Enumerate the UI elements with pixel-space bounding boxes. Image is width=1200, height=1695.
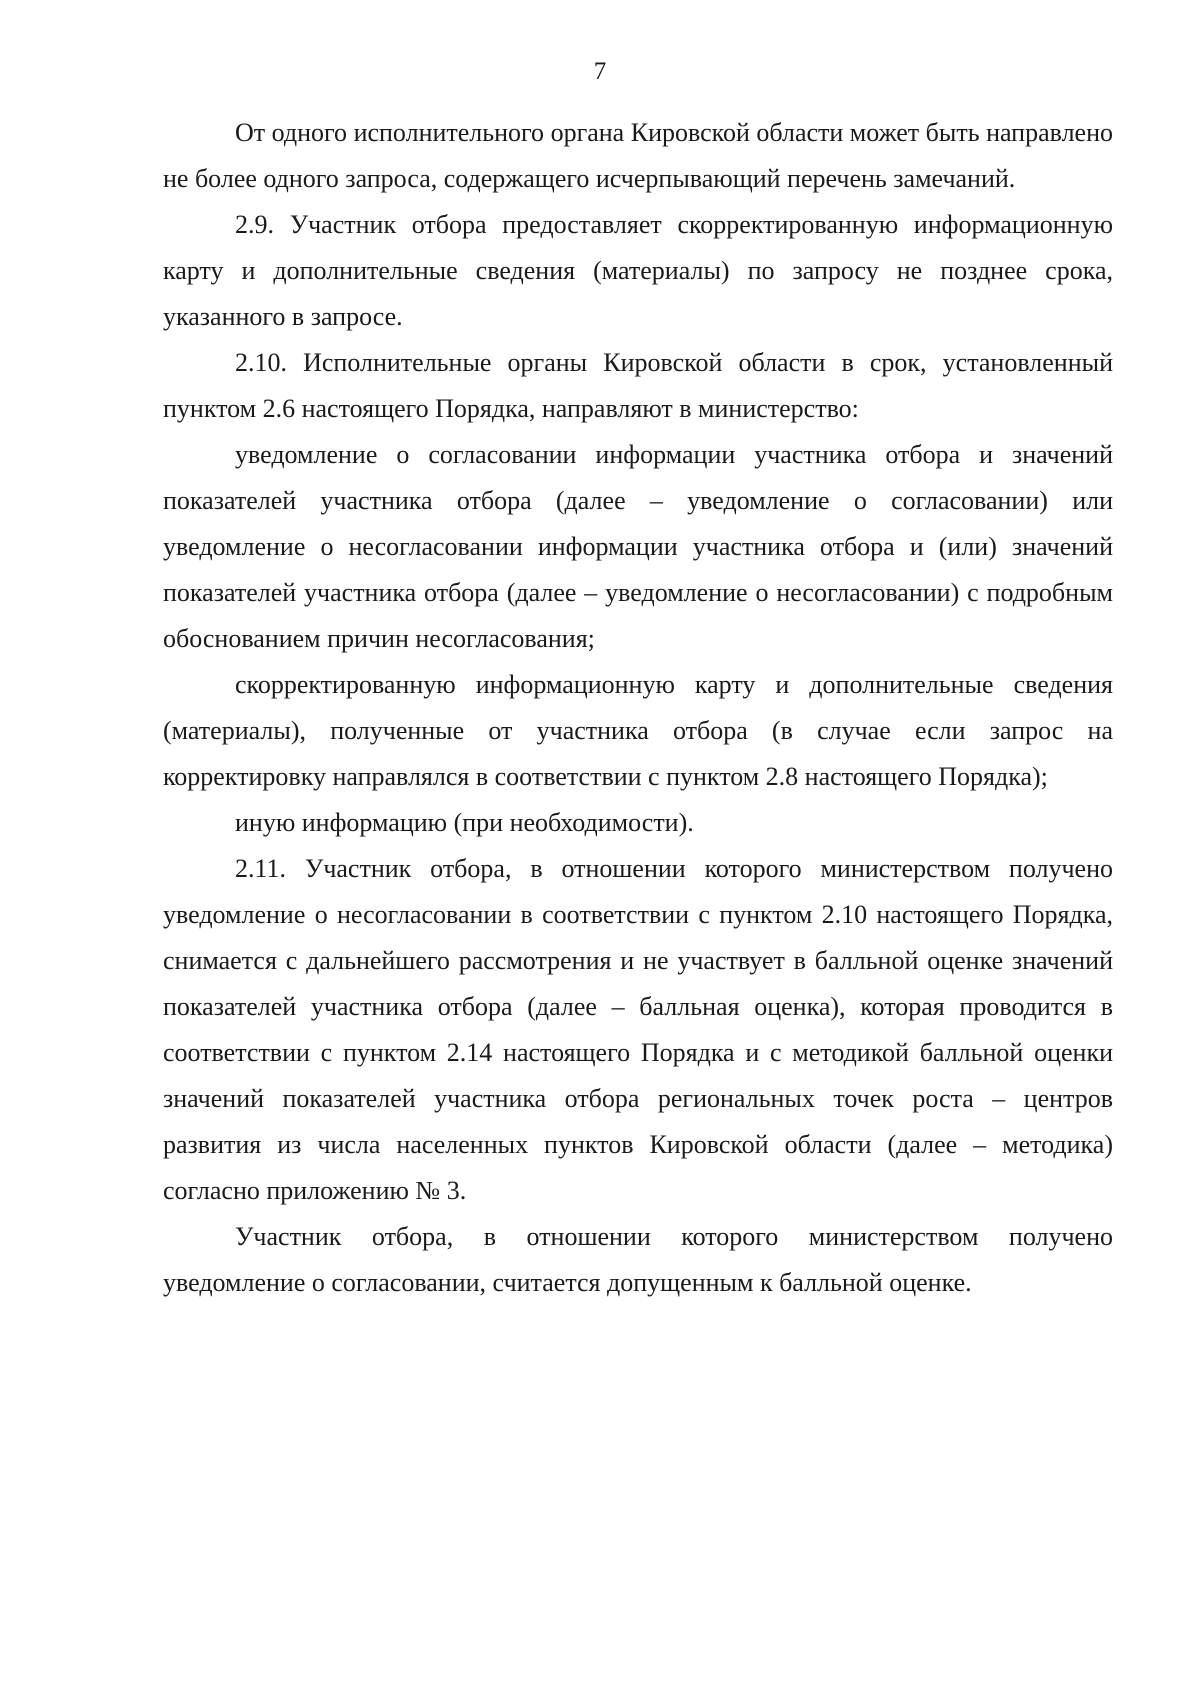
paragraph-corrected-card: скорректированную информационную карту и дополнительные сведения (материалы), полученные от участника отбора (в случае если запрос на корректировку направлялся в соответствии с пунктом 2.8 настоящего Порядка); — [163, 670, 1113, 791]
paragraph-admitted: Участник отбора, в отношении которого министерством получено уведомление о согласовании, считается допущенным к балльной оценке. — [163, 1222, 1113, 1297]
paragraph-notification: уведомление о согласовании информации участника отбора и значений показателей участника отбора (далее – уведомление о согласовании) или уведомление о несогласовании информации участника отбора и (или) значений показателей участника отбора (далее – уведомление о несогласовании) с подробным обоснованием причин несогласования; — [163, 440, 1113, 653]
paragraph-other-info: иную информацию (при необходимости). — [235, 808, 694, 837]
paragraph-clause-2-9: 2.9. Участник отбора предоставляет скорректированную информационную карту и дополнительные сведения (материалы) по запросу не позднее срока, указанного в запросе. — [163, 210, 1113, 331]
paragraph-clause-2-10: 2.10. Исполнительные органы Кировской области в срок, установленный пунктом 2.6 настоящего Порядка, направляют в министерство: — [163, 348, 1113, 423]
paragraph-clause-2-11: 2.11. Участник отбора, в отношении которого министерством получено уведомление о несогласовании в соответствии с пунктом 2.10 настоящего Порядка, снимается с дальнейшего рассмотрения и не участвует в балльной оценке значений показателей участника отбора (далее – балльная оценка), которая проводится в соответствии с пунктом 2.14 настоящего Порядка и с методикой балльной оценки значений показателей участника отбора региональных точек роста – центров развития из числа населенных пунктов Кировской области (далее – методика) согласно приложению № 3. — [163, 854, 1113, 1205]
page-number: 7 — [593, 58, 607, 85]
paragraph-request-limit: От одного исполнительного органа Кировской области может быть направлено не более одного запроса, содержащего исчерпывающий перечень замечаний. — [163, 118, 1113, 193]
document-body — [163, 110, 1113, 1306]
